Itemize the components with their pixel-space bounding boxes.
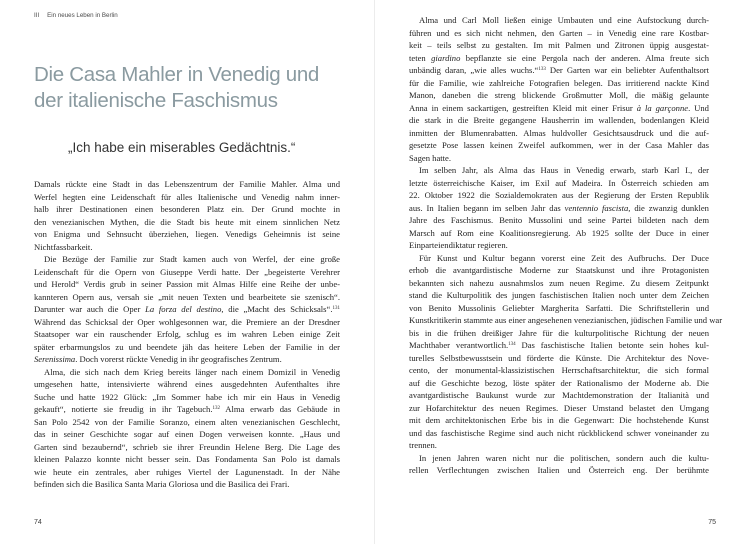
text-line [409, 277, 709, 290]
text-line [409, 202, 709, 215]
text-line [34, 328, 340, 341]
text-line [34, 366, 340, 379]
text-line [409, 27, 709, 40]
text-line [409, 127, 709, 140]
text-line [409, 352, 709, 365]
text-segment: später erbarmungslos zu und beendete jäh das heitere Leben der Familie in der [34, 341, 340, 352]
text-line [34, 303, 340, 316]
text-line [34, 253, 340, 266]
text-segment: Alma, die sich nach dem Krieg bereits länger nach einem Domizil in Venedig [44, 366, 340, 377]
text-segment: . Doch vorerst rückte Venedig in ihr geografisches Zentrum. [75, 354, 282, 364]
text-line [409, 189, 709, 202]
text-line [409, 314, 723, 327]
section-title [34, 62, 334, 114]
footnote-marker: 131 [332, 306, 340, 311]
text-line [34, 441, 340, 454]
text-line [409, 252, 709, 265]
text-line [409, 14, 709, 27]
text-line [34, 341, 340, 354]
text-segment: Einparteiendiktatur regieren. [409, 240, 508, 250]
text-line [409, 364, 709, 377]
text-line [34, 266, 340, 279]
text-line [34, 353, 340, 366]
text-line [34, 216, 340, 229]
text-line [34, 191, 340, 204]
text-line [34, 478, 340, 491]
text-line [409, 289, 709, 302]
italic-text: ventennio fascista [564, 202, 629, 213]
text-line [409, 464, 709, 477]
text-line [34, 203, 340, 216]
text-segment: Leidenschaft für die Opern von Giuseppe Verdi hatte. Der „begeisterte Verehrer [34, 266, 340, 277]
text-segment: Nichtfassbarkeit. [34, 241, 93, 252]
text-segment: Sagen hatte. [409, 152, 451, 163]
text-line [34, 378, 340, 391]
text-segment: und das faschistische Regime sind auch nicht rückblickend schwer voneinander zu [409, 427, 709, 438]
text-segment: Das faschistische Italien betonte sein hohes kul- [515, 340, 709, 350]
text-segment: das in seiner Geschichte sogar auf einen Dogen verweisen konnte. „Haus und [34, 429, 340, 439]
text-line [34, 241, 340, 254]
right-page [375, 0, 750, 544]
text-segment: trennen. [409, 440, 437, 450]
text-line [409, 214, 709, 227]
text-segment: Alma erwarb das Gebäude in [219, 404, 340, 414]
text-line [34, 228, 340, 241]
text-segment: von Benito Mussolinis Geliebter Margherita Sarfatti. Die Schriftstellerin und [409, 302, 709, 313]
footnote-marker: 132 [212, 406, 220, 411]
text-line [34, 453, 340, 466]
text-line [34, 416, 340, 429]
text-line [34, 278, 340, 291]
text-line [409, 89, 709, 102]
text-line [409, 414, 709, 427]
text-segment: mit dem architektonischen Erbe bis in die Gegenwart: Die hochstehende Kunst [409, 415, 709, 425]
text-segment: kannteren Opern aus, versah sie „mit neuen Texten und bearbeitete sie szenisch“. [34, 291, 340, 302]
text-segment: San Polo 2542 von der Familie Soranzo, einem alten venezianischen Geschlecht, [34, 416, 340, 427]
text-segment: Werfel hegten eine Leidenschaft für alles Italienische und Venedig nahm inner- [34, 191, 340, 202]
text-line [34, 316, 340, 329]
body-text [409, 14, 723, 477]
footnote-marker: 134 [508, 342, 516, 347]
text-segment: Damals rückte eine Stadt in das Lebenszentrum der Familie Mahler. Alma und [34, 179, 340, 189]
text-line [409, 39, 709, 52]
text-segment: Darunter war auch die Oper [34, 304, 146, 314]
text-segment: und Herold“ Verdis grub in seiner Passion mit Almas Hilfe eine Reihe der unbe- [34, 279, 340, 289]
text-line [409, 239, 709, 252]
italic-text: à la garçonne [636, 102, 689, 113]
text-segment: Die Bezüge der Familie zur Stadt kamen auch von Werfel, der eine große [44, 254, 340, 264]
text-line [409, 427, 709, 440]
italic-text: giardino [431, 52, 461, 63]
text-segment: In jenen Jahren waren nicht nur die politischen, sondern auch die kultu- [419, 452, 709, 463]
text-line [409, 52, 709, 65]
text-line [409, 439, 709, 452]
italic-text: La forza del destino [145, 304, 222, 314]
text-line [409, 389, 709, 402]
text-line [409, 327, 709, 340]
text-segment: Manon, daneben die streng blickende Großmutter Moll, die mäßig gelaunte [409, 90, 709, 100]
text-segment: auf die Geschichte bezog, löste später der Rationalismo der Moderne ab. Die [409, 377, 709, 388]
text-segment: bekannten sich nahezu ausnahmslos zum neuen Regime. Zu diesem Zeitpunkt [409, 277, 709, 288]
section-title-line: der italienische Faschismus [34, 89, 278, 112]
text-segment: Der Garten war ein beliebter Aufenthaltsort [545, 65, 710, 75]
text-segment: unbändig daran, „wie alles wuchs.“ [409, 65, 539, 75]
text-segment: Suche und hatte 1922 Glück: „Im Sommer habe ich mir ein Haus in Venedig [34, 391, 340, 402]
text-segment: Marsch auf Rom eine Koalitionsregierung. Ab 1925 sollte der Duce in einer [409, 227, 709, 238]
text-line [34, 391, 340, 404]
text-line [409, 339, 709, 352]
text-line [34, 466, 340, 479]
text-segment: Im selben Jahr, als Alma das Haus in Venedig erwarb, starb Karl I., der [419, 165, 709, 175]
text-line [34, 403, 340, 416]
text-segment: Anna in einem sackartigen, gestreiften Kleid mit einer Frisur [409, 102, 637, 113]
text-segment: letzte österreichische Kaiser, im Exil auf Madeira. In Österreich schieden am [409, 177, 709, 188]
text-segment: Machthaber verantwortlich. [409, 340, 509, 350]
text-segment: Während das Schicksal der Oper wohlgesonnen war, die Premiere an der Dresdner [34, 316, 340, 327]
text-line [409, 102, 709, 115]
text-segment: . Und [688, 102, 709, 113]
text-line [409, 152, 709, 165]
footnote-marker: 133 [538, 67, 546, 72]
text-segment: Alma und Carl Moll ließen einige Umbauten und eine Aufstockung durch- [419, 15, 709, 25]
text-segment: Staatsoper war ein rauschender Erfolg, schlug es im wahren Leben einige Zeit [34, 329, 340, 339]
running-head [34, 12, 334, 19]
text-line [409, 177, 709, 190]
text-segment: führen und es sich nicht nehmen, den Garten – in Venedig eine rare Kostbar- [409, 27, 709, 38]
text-line [409, 264, 709, 277]
epigraph-quote: „Ich habe ein miserables Gedächtnis.“ [68, 140, 296, 155]
text-line [409, 64, 709, 77]
text-segment: halb ihrer Destinationen einen besonderen Platz ein. Der Grund mochte in [34, 204, 340, 214]
text-segment: von Enigma und Sehnsucht überziehen, liegen. Venedigs Geheimnis ist seine [34, 229, 340, 239]
text-segment: zur Hofarchitektur des neuen Regimes. Dieser Umstand belastet den Umgang [409, 402, 709, 413]
page-number: 75 [708, 519, 716, 526]
page-number: 74 [34, 519, 42, 526]
text-segment: keit – teils selbst zu gestalten. Im mit Palmen und Zitronen üppig ausgestat- [409, 40, 709, 50]
text-segment: den venezianischen Mythen, die die Stadt bis heute mit einem sinnlichen Netz [34, 216, 340, 227]
text-segment: Jahre des Faschismus. Benito Mussolini und seine Partei bildeten nach dem [409, 215, 709, 225]
text-segment: inmitten der Blumenrabatten. Almas huldvoller Gesichtsausdruck und die auf- [409, 127, 709, 138]
text-segment: , die zwanzig dunklen [628, 202, 709, 213]
text-line [409, 377, 709, 390]
text-line [409, 302, 709, 315]
text-line [409, 452, 709, 465]
section-title-line: Die Casa Mahler in Venedig und [34, 63, 320, 86]
text-segment: für die Familie, wie zahlreiche Fotografien belegen. Das irritierend nackte Kind [409, 77, 709, 88]
chapter-number: III [34, 12, 40, 19]
text-line [409, 402, 709, 415]
text-segment: befinden sich die Basilica Santa Maria Gloriosa und die Basilica dei Frari. [34, 479, 290, 489]
text-segment: stand die Kulturpolitik des jungen faschistischen Italien noch unter dem Zeichen [409, 290, 709, 300]
text-line [409, 77, 709, 90]
text-segment: gesetzte Pose lassen keinen Zweifel aufkommen, wer in der Casa Mahler das [409, 140, 709, 150]
text-segment: umgesehen hatte, intensivierte während eines ausgedehnten Aufenthaltes ihre [34, 379, 340, 389]
text-segment: cento, der monumental-klassizistischen Herrschaftsarchitektur, die sich formal [409, 365, 709, 375]
text-segment: avantgardistische Baukunst wurde zur Machtdemonstration der Italianità und [409, 390, 709, 400]
text-segment: teten [409, 52, 432, 63]
text-segment: wie heute ein zentrales, aber ruhiges Viertel der Lagunenstadt. In der Nähe [34, 466, 340, 477]
chapter-title: Ein neues Leben in Berlin [47, 12, 118, 19]
text-segment: gekauft“, notierte sie freudig in ihr Tagebuch. [34, 404, 213, 414]
text-segment: die stark in die Breite gegangene Hausherrin im wallenden, bodenlangen Kleid [409, 115, 709, 125]
text-segment: Für Kunst und Kultur begann vorerst eine Zeit des Aufbruchs. Der Duce [419, 252, 709, 263]
text-segment: bepflanzte sie eine Pergola nach der anderen. Alma freute sich [460, 52, 709, 63]
text-segment: bis in die frühen dreißiger Jahre für die kulturpolitische Richtung der neuen [409, 327, 709, 338]
text-segment: erhob die avantgardistische Moderne zur Staatskunst und ihre Protagonisten [409, 265, 709, 275]
text-segment: kleinen Palazzo konnte nicht besser sein. Das Fondamenta San Polo ist damals [34, 454, 340, 464]
italic-text: Serenissima [34, 354, 76, 364]
text-segment: , die „Macht des Schicksals“. [221, 304, 333, 314]
text-line [409, 227, 709, 240]
text-line [409, 139, 709, 152]
text-segment: rellen Verflechtungen zwischen Italien und Österreich eng. Der berühmte [409, 465, 709, 475]
text-line [34, 428, 340, 441]
text-line [409, 164, 709, 177]
text-line [34, 291, 340, 304]
text-segment: aus. In Italien begann im selben Jahr das [409, 202, 565, 213]
body-text [34, 178, 340, 491]
text-line [34, 178, 340, 191]
text-segment: turelles Selbstbewusstsein und förderte die Künste. Die Architektur des Nove- [409, 352, 709, 363]
text-segment: Garten sind bezaubernd“, schrieb sie ihrer Freundin Helene Berg. Die Lage des [34, 441, 340, 452]
text-segment: Kunstkritikerin stammte aus einer angesehenen venezianischen, jüdischen Familie und war [409, 315, 723, 325]
text-line [409, 114, 709, 127]
text-segment: 22. Oktober 1922 die Sozialdemokraten aus der Regierung der Ersten Republik [409, 190, 709, 200]
